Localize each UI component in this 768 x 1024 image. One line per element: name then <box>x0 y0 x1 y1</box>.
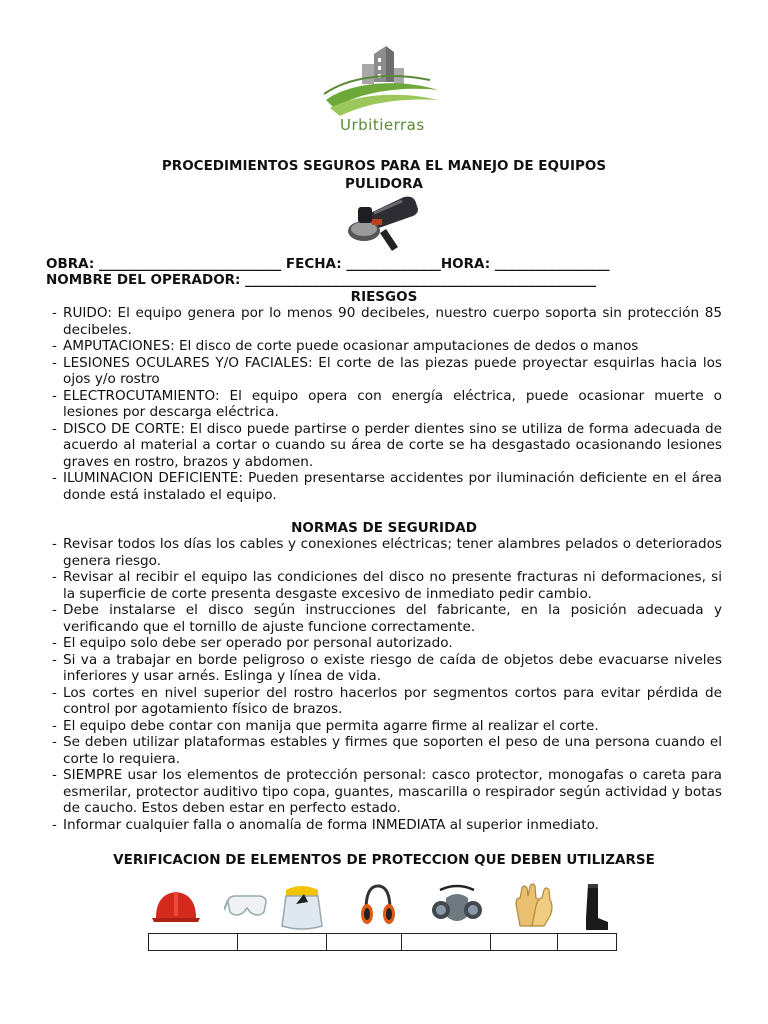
list-item: - El equipo debe contar con manija que permita agarre firme al realizar el corte. <box>52 718 722 735</box>
list-item: - DISCO DE CORTE: El disco puede partirse o perder dientes sino se utiliza de forma adecuada de acuerdo al material a cortar o cuando su área de corte se ha desgastado ocasionando lesiones graves en rostro, brazos y abdomen. <box>52 421 722 471</box>
ppe-check-cell[interactable] <box>402 934 491 951</box>
ppe-icons-row <box>148 880 622 932</box>
gloves-icon <box>510 880 556 932</box>
logo-text: Urbitierras <box>340 116 425 134</box>
normas-heading: NORMAS DE SEGURIDAD <box>291 520 477 536</box>
document-title: PROCEDIMIENTOS SEGUROS PARA EL MANEJO DE EQUIPOS <box>161 158 607 174</box>
list-item: - Si va a trabajar en borde peligroso o existe riesgo de caída de objetos debe evacuarse niveles inferiores y usar arnés. Eslinga y línea de vida. <box>52 652 722 685</box>
list-item: - Se deben utilizar plataformas estables y firmes que soporten el peso de una persona cuando el corte lo requiera. <box>52 734 722 767</box>
list-item: - Debe instalarse el disco según instrucciones del fabricante, en la posición adecuada y verificando que el tornillo de ajuste funcione correctamente. <box>52 602 722 635</box>
ppe-checklist-table <box>148 933 617 951</box>
list-item: - Revisar todos los días los cables y conexiones eléctricas; tener alambres pelados o deteriorados genera riesgo. <box>52 536 722 569</box>
list-item: - Los cortes en nivel superior del rostro hacerlos por segmentos cortos para evitar pérdida de control por agotamiento físico de brazos. <box>52 685 722 718</box>
riesgos-list <box>52 305 722 503</box>
list-item: - SIEMPRE usar los elementos de protección personal: casco protector, monogafas o careta para esmerilar, protector auditivo tipo copa, guantes, mascarilla o respirador según actividad y botas de caucho. Estos deben estar en perfecto estado. <box>52 767 722 817</box>
list-item: - LESIONES OCULARES Y/O FACIALES: El corte de las piezas puede proyectar esquirlas hacia los ojos y/o rostro <box>52 355 722 388</box>
ppe-check-cell[interactable] <box>238 934 327 951</box>
list-item: - ILUMINACION DEFICIENTE: Pueden presentarse accidentes por iluminación deficiente en el área donde está instalado el equipo. <box>52 470 722 503</box>
logo-buildings-icon <box>320 42 448 122</box>
angle-grinder-icon <box>346 193 422 255</box>
list-item: - RUIDO: El equipo genera por lo menos 90 decibeles, nuestro cuerpo soporta sin protección 85 decibeles. <box>52 305 722 338</box>
form-line-obra-fecha-hora[interactable]: OBRA: ___________________________ FECHA: ______________HORA: _________________ <box>46 256 610 272</box>
document-subtitle: PULIDORA <box>344 176 423 192</box>
safety-glasses-icon <box>224 880 270 932</box>
earmuffs-icon <box>360 880 396 932</box>
face-shield-icon <box>278 880 326 932</box>
list-item: - Revisar al recibir el equipo las condiciones del disco no presente fracturas ni deformaciones, si la superficie de corte presenta desgaste excesivo de inmediato pedir cambio. <box>52 569 722 602</box>
form-line-operador[interactable]: NOMBRE DEL OPERADOR: ____________________________________________________ <box>46 272 597 288</box>
list-item: - El equipo solo debe ser operado por personal autorizado. <box>52 635 722 652</box>
helmet-icon <box>150 880 202 932</box>
ppe-check-cell[interactable] <box>558 934 617 951</box>
rubber-boot-icon <box>580 880 610 932</box>
riesgos-heading: RIESGOS <box>350 289 418 305</box>
list-item: - ELECTROCUTAMIENTO: El equipo opera con energía eléctrica, puede ocasionar muerte o lesiones por descarga eléctrica. <box>52 388 722 421</box>
list-item: - Informar cualquier falla o anomalía de forma INMEDIATA al superior inmediato. <box>52 817 722 834</box>
ppe-check-cell[interactable] <box>149 934 238 951</box>
verificacion-heading: VERIFICACION DE ELEMENTOS DE PROTECCION QUE DEBEN UTILIZARSE <box>113 852 655 868</box>
respirator-icon <box>432 880 482 932</box>
company-logo <box>320 42 448 146</box>
ppe-check-cell[interactable] <box>327 934 402 951</box>
ppe-check-cell[interactable] <box>491 934 558 951</box>
normas-list <box>52 536 722 833</box>
list-item: - AMPUTACIONES: El disco de corte puede ocasionar amputaciones de dedos o manos <box>52 338 722 355</box>
